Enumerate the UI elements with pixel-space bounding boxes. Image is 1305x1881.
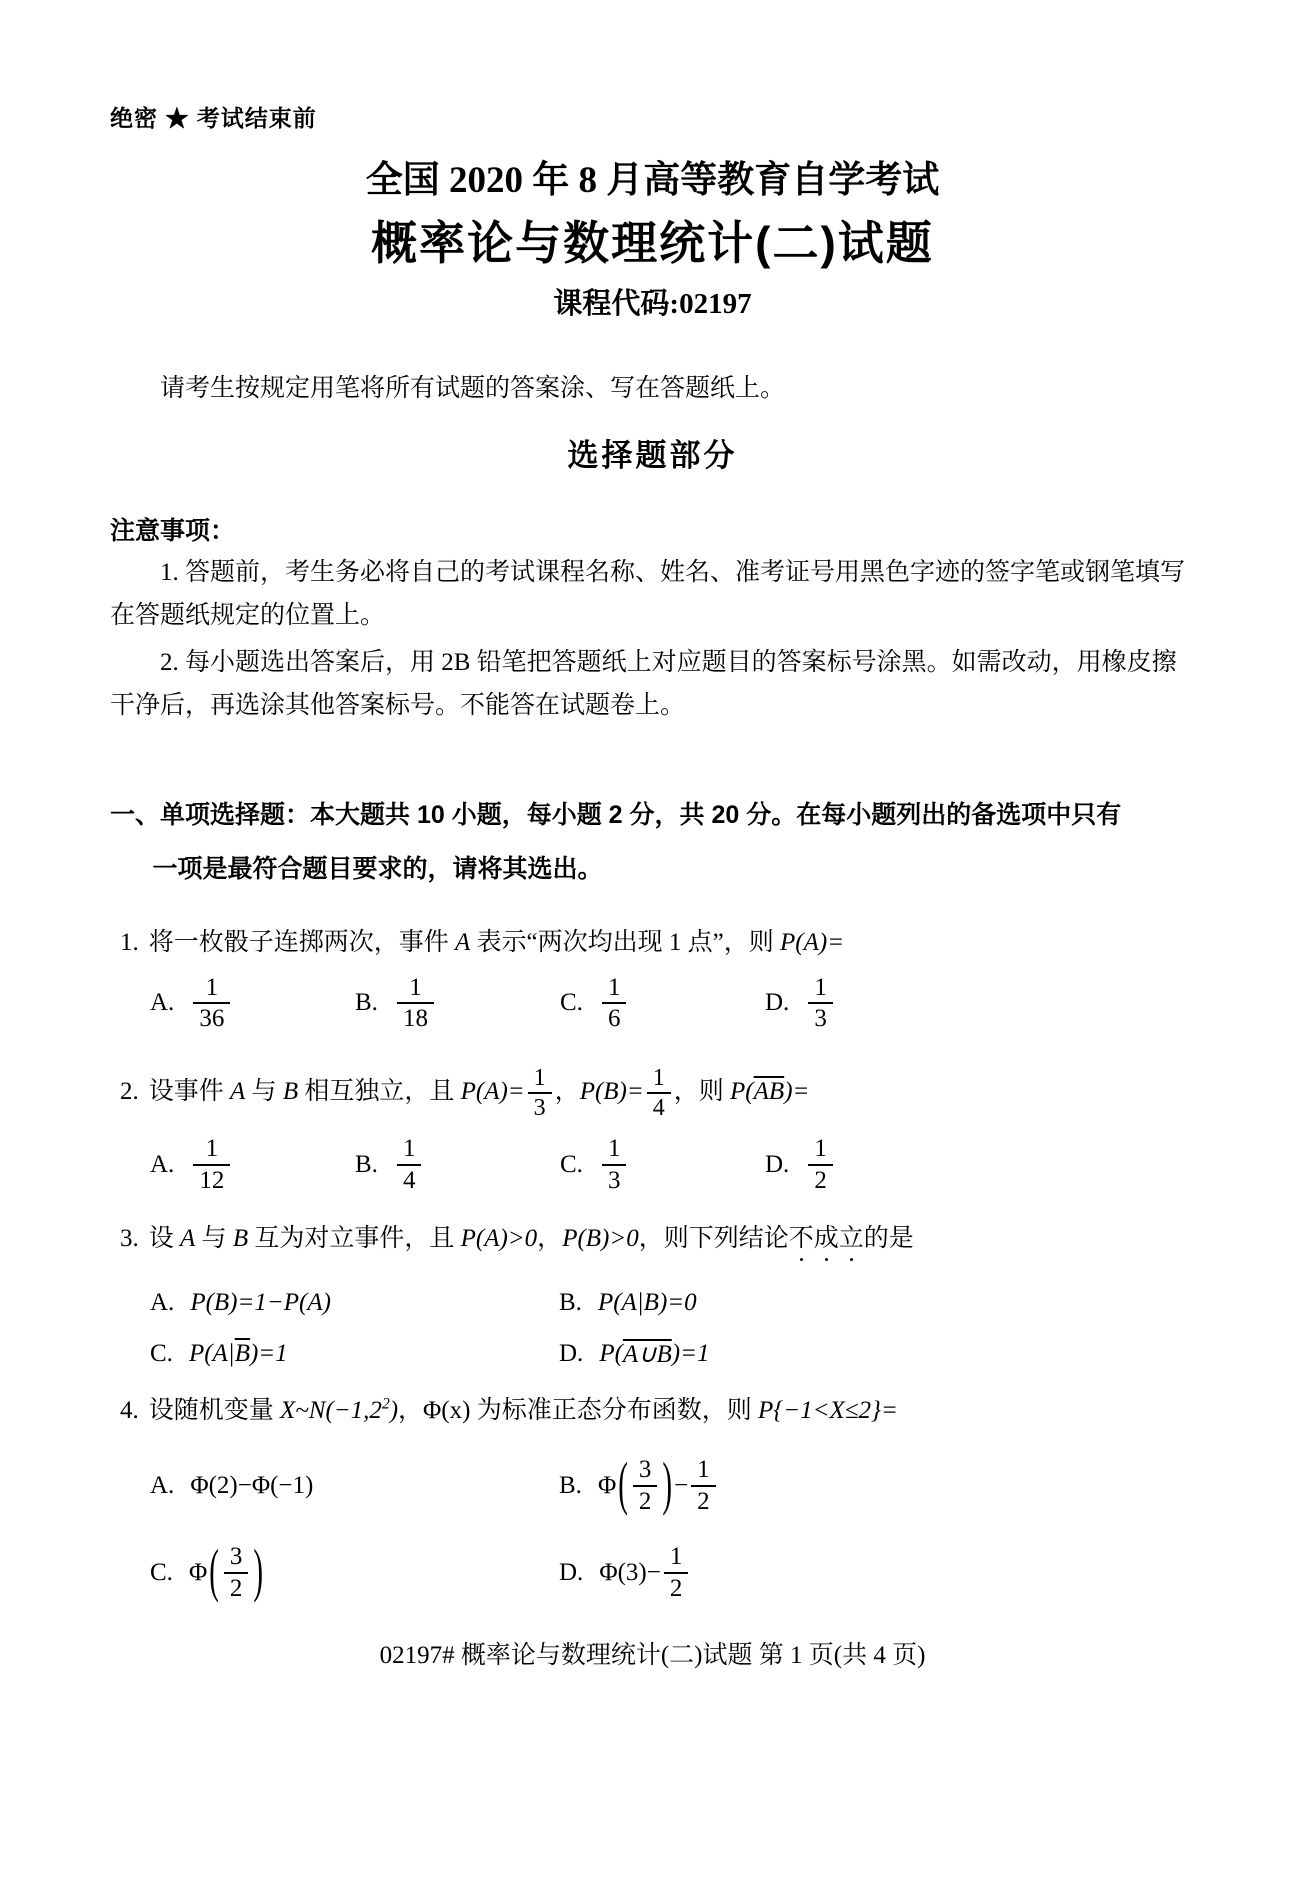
fraction xyxy=(808,973,833,1034)
q2-option-c xyxy=(560,1132,765,1197)
q3-option-c xyxy=(150,1340,559,1368)
question-3 xyxy=(110,1219,1195,1267)
emphasized-not-hold: 不成立 xyxy=(788,1225,864,1253)
fraction xyxy=(224,1542,249,1603)
option-label: C. xyxy=(560,1150,583,1178)
option-label: A. xyxy=(150,989,175,1016)
phi-symbol: Φ xyxy=(188,1558,208,1586)
fraction-numerator: 1 xyxy=(402,1135,416,1163)
question-1-number: 1. xyxy=(120,928,139,956)
question-3-stem-text: 的是 xyxy=(863,1225,914,1253)
var-A: A xyxy=(455,928,471,956)
part-one-heading: 一、单项选择题：本大题共 10 小题，每小题 2 分，共 20 分。在每小题列出的备选项中只有一项是最符合题目要求的，请将其选出。 xyxy=(110,801,1122,883)
question-4-stem-text: 设随机变量 xyxy=(148,1397,281,1425)
fraction-denominator: 18 xyxy=(397,1002,434,1034)
page-footer: 02197# 概率论与数理统计(二)试题 第 1 页(共 4 页) xyxy=(379,1642,926,1670)
question-4-stem-text: 为标准正态分布函数，则 xyxy=(470,1397,758,1425)
fraction xyxy=(664,1542,689,1603)
math-expression: Φ(2)−Φ(−1) xyxy=(190,1471,314,1499)
question-1-stem-text: 将一枚骰子连掷两次，事件 xyxy=(148,928,456,956)
math-expression: )=1 xyxy=(249,1340,288,1368)
q2-option-a xyxy=(150,1132,355,1197)
exam-title: 全国 2020 年 8 月高等教育自学考试 xyxy=(365,160,940,201)
big-left-paren: ( xyxy=(209,1538,219,1605)
phi-symbol: Φ xyxy=(597,1471,617,1499)
question-4-stem-text: ， xyxy=(398,1397,424,1425)
option-label: C. xyxy=(150,1558,173,1586)
question-2-options xyxy=(110,1132,1195,1197)
note-item-2: 2. 每小题选出答案后，用 2B 铅笔把答题纸上对应题目的答案标号涂黑。如需改动，用橡皮擦干净后，再选涂其他答案标号。不能答在试题卷上。 xyxy=(110,649,1177,719)
answer-sheet-instruction: 请考生按规定用笔将所有试题的答案涂、写在答题纸上。 xyxy=(160,375,786,402)
fraction xyxy=(691,1455,716,1516)
math-P-B-gt-0: P(B)>0 xyxy=(562,1225,639,1253)
option-label: B. xyxy=(355,989,378,1016)
q4-option-d xyxy=(559,1540,968,1605)
overline-B: $\overline{B}$ xyxy=(768,1077,785,1105)
fraction xyxy=(193,1134,230,1195)
math-P-open: P( xyxy=(730,1077,754,1105)
minus-sign: − xyxy=(674,1471,689,1499)
question-3-options-row-1 xyxy=(110,1289,1195,1317)
fraction xyxy=(647,1064,671,1123)
classification-banner: 绝密 ★ 考试结束前 xyxy=(110,105,317,131)
question-3-options-row-2 xyxy=(110,1339,1195,1369)
course-code: 课程代码:02197 xyxy=(553,288,752,320)
math-close-equals: )= xyxy=(784,1077,810,1105)
question-3-stem-text: ， xyxy=(537,1225,563,1253)
question-4-number: 4. xyxy=(120,1397,139,1425)
fraction-denominator: 3 xyxy=(808,1002,833,1034)
fraction xyxy=(193,973,230,1034)
option-label: D. xyxy=(559,1340,584,1368)
note-item-1: 1. 答题前，考生务必将自己的考试课程名称、姓名、准考证号用黑色字迹的签字笔或钢笔填写在答题纸规定的位置上。 xyxy=(110,559,1186,629)
option-label: C. xyxy=(560,989,583,1016)
fraction xyxy=(602,1134,627,1195)
q3-option-d xyxy=(559,1339,968,1369)
big-right-paren: ) xyxy=(253,1538,264,1605)
fraction-numerator: 1 xyxy=(607,1135,621,1163)
fraction-denominator: 12 xyxy=(193,1164,230,1196)
notes-heading: 注意事项： xyxy=(110,517,236,545)
question-1-stem-text: 表示“两次均出现 1 点”，则 xyxy=(470,928,780,956)
q1-option-a xyxy=(150,971,355,1036)
fraction-denominator: 4 xyxy=(647,1092,671,1122)
fraction-denominator: 3 xyxy=(528,1092,552,1122)
question-1 xyxy=(110,923,1195,963)
overline-A: $\overline{A}$ xyxy=(753,1077,769,1105)
question-1-options xyxy=(110,971,1195,1036)
q1-option-d xyxy=(765,971,970,1036)
option-label: D. xyxy=(559,1558,584,1586)
fraction-numerator: 1 xyxy=(533,1064,546,1091)
option-label: A. xyxy=(150,1150,175,1178)
fraction-denominator: 2 xyxy=(633,1485,658,1517)
fraction xyxy=(808,1134,833,1195)
fraction-denominator: 3 xyxy=(602,1164,627,1196)
fraction-denominator: 4 xyxy=(397,1164,422,1196)
q4-option-b xyxy=(559,1453,968,1518)
question-2-stem-text: ， xyxy=(554,1077,580,1105)
question-2-stem-text: 与 xyxy=(245,1077,283,1105)
fraction-numerator: 1 xyxy=(607,973,621,1001)
fraction xyxy=(397,973,434,1034)
question-2 xyxy=(110,1062,1195,1125)
math-phi-x: Φ(x) xyxy=(423,1397,471,1425)
option-label: B. xyxy=(355,1150,378,1178)
question-3-stem-text: 与 xyxy=(195,1225,233,1253)
big-left-paren: ( xyxy=(618,1451,628,1518)
option-label: A. xyxy=(150,1289,175,1317)
math-expression: P(B)=1−P(A) xyxy=(190,1289,331,1317)
option-label: C. xyxy=(150,1340,173,1368)
big-right-paren: ) xyxy=(662,1451,673,1518)
fraction-numerator: 1 xyxy=(669,1543,683,1571)
fraction xyxy=(397,1134,422,1195)
question-3-stem-text: 互为对立事件，且 xyxy=(248,1225,461,1253)
question-4-options-row-1 xyxy=(110,1453,1195,1518)
q1-option-c xyxy=(560,971,765,1036)
math-expression: P( xyxy=(599,1340,623,1368)
q2-option-d xyxy=(765,1132,970,1197)
question-2-stem-text: 相互独立，且 xyxy=(298,1077,461,1105)
fraction-numerator: 1 xyxy=(652,1064,665,1091)
q3-option-b xyxy=(559,1289,968,1317)
var-B: B xyxy=(232,1225,249,1253)
fraction-denominator: 36 xyxy=(193,1002,230,1034)
option-label: D. xyxy=(765,1150,790,1178)
math-X-normal: X~N(−1,2 xyxy=(280,1397,382,1425)
q3-option-a xyxy=(150,1289,559,1317)
question-3-number: 3. xyxy=(120,1225,139,1253)
fraction-denominator: 2 xyxy=(224,1572,249,1604)
fraction-denominator: 2 xyxy=(808,1164,833,1196)
option-label: B. xyxy=(559,1471,582,1499)
fraction xyxy=(602,973,627,1034)
question-2-stem-text: ，则 xyxy=(673,1077,731,1105)
question-2-number: 2. xyxy=(120,1077,139,1105)
overline-A-union-B: A∪B xyxy=(622,1341,672,1369)
section-part-title: 选择题部分 xyxy=(567,438,738,473)
math-P-A: P(A)= xyxy=(780,928,845,956)
fraction-denominator: 2 xyxy=(664,1572,689,1604)
math-expression: )=1 xyxy=(671,1340,710,1368)
question-3-stem-text: 设 xyxy=(148,1225,181,1253)
var-B: B xyxy=(282,1077,299,1105)
fraction-numerator: 1 xyxy=(205,1135,219,1163)
fraction-numerator: 1 xyxy=(814,1135,827,1163)
superscript-2: 2 xyxy=(381,1395,390,1413)
question-2-stem-text: 设事件 xyxy=(148,1077,231,1105)
question-3-stem-text: ，则下列结论 xyxy=(638,1225,789,1253)
math-P-B-equals: P(B)= xyxy=(579,1077,644,1105)
question-4-options-row-2 xyxy=(110,1540,1195,1605)
fraction-numerator: 1 xyxy=(409,973,422,1001)
q1-option-b xyxy=(355,971,560,1036)
option-label: D. xyxy=(765,989,790,1016)
fraction-numerator: 3 xyxy=(229,1543,243,1571)
option-label: B. xyxy=(559,1289,582,1317)
q4-option-a xyxy=(150,1472,559,1500)
fraction-numerator: 1 xyxy=(814,973,827,1001)
fraction-numerator: 1 xyxy=(205,973,219,1001)
math-probability-range: P{−1<X≤2}= xyxy=(757,1397,898,1425)
fraction-numerator: 3 xyxy=(638,1456,652,1484)
math-expression: Φ(3)− xyxy=(599,1558,661,1586)
q4-option-c xyxy=(150,1540,559,1605)
math-expression: P(A| xyxy=(188,1340,235,1368)
math-P-A-gt-0: P(A)>0 xyxy=(460,1225,538,1253)
overline-B: $\overline{B}$ xyxy=(234,1340,250,1368)
math-P-A-equals: P(A)= xyxy=(460,1077,525,1105)
exam-subtitle: 概率论与数理统计(二)试题 xyxy=(371,217,934,269)
var-A: A xyxy=(180,1225,196,1253)
fraction-denominator: 2 xyxy=(691,1485,716,1517)
var-A: A xyxy=(230,1077,246,1105)
fraction-numerator: 1 xyxy=(697,1456,710,1484)
question-4 xyxy=(110,1391,1195,1431)
fraction xyxy=(633,1455,658,1516)
fraction-denominator: 6 xyxy=(602,1002,627,1034)
q2-option-b xyxy=(355,1132,560,1197)
fraction xyxy=(528,1064,552,1123)
math-expression: P(A|B)=0 xyxy=(597,1289,697,1317)
math-close-paren: ) xyxy=(389,1397,399,1425)
option-label: A. xyxy=(150,1471,175,1499)
